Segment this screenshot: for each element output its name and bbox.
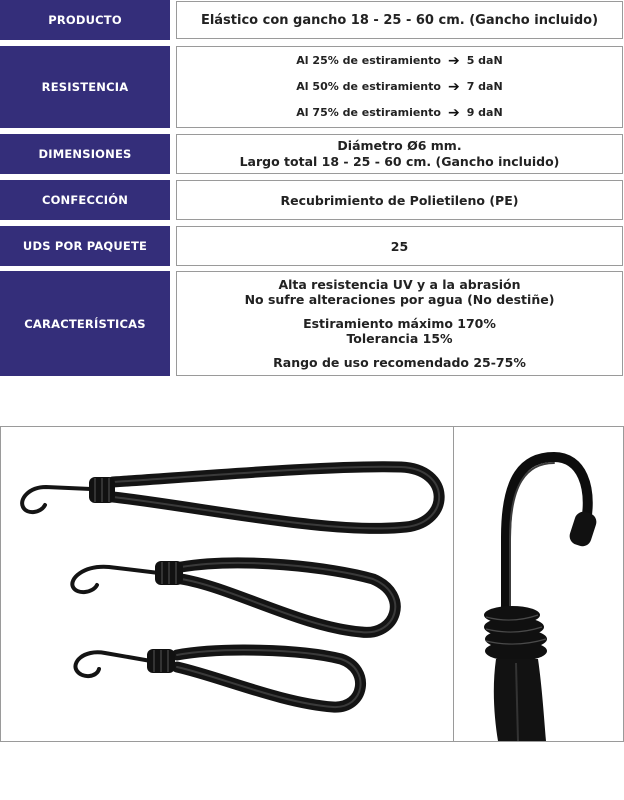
caracteristica-item: Tolerancia 15% [346,331,453,346]
resistencia-value: 9 daN [466,106,503,119]
product-photo-cords [0,426,454,742]
caracteristica-item: No sufre alteraciones por agua (No destiñe) [244,292,555,307]
value-resistencia [176,46,623,128]
row-producto [0,0,624,40]
label-resistencia: RESISTENCIA [0,46,170,128]
resistencia-line [296,74,502,100]
dimensiones-diametro: Diámetro Ø6 mm. [337,138,462,153]
dimensiones-largo: Largo total 18 - 25 - 60 cm. (Gancho incluido) [239,154,560,169]
caracteristicas-block [273,355,526,370]
resistencia-value: 5 daN [466,54,503,67]
elastic-cords-image [1,427,453,741]
value-uds: 25 [176,226,623,266]
label-producto: PRODUCTO [0,0,170,40]
resistencia-value: 7 daN [466,80,503,93]
resistencia-text: Al 50% de estiramiento [296,80,441,93]
row-confeccion [0,180,624,220]
label-dimensiones: DIMENSIONES [0,134,170,174]
resistencia-line [296,48,502,74]
caracteristica-item: Alta resistencia UV y a la abrasión [278,277,521,292]
value-caracteristicas [176,271,623,376]
caracteristica-item: Rango de uso recomendado 25-75% [273,355,526,370]
resistencia-text: Al 25% de estiramiento [296,54,441,67]
arrow-right-icon: ➔ [447,53,460,69]
value-dimensiones [176,134,623,174]
label-confeccion: CONFECCIÓN [0,180,170,220]
row-dimensiones [0,134,624,174]
caracteristicas-block [245,277,555,307]
label-uds: UDS POR PAQUETE [0,226,170,266]
row-resistencia [0,46,624,128]
caracteristica-item: Estiramiento máximo 170% [303,316,496,331]
caracteristicas-block [303,316,496,346]
hook-closeup-image [454,427,623,741]
arrow-right-icon: ➔ [447,79,460,95]
value-producto: Elástico con gancho 18 - 25 - 60 cm. (Gancho incluido) [176,1,623,39]
row-uds [0,226,624,266]
product-photo-hook-closeup [453,426,624,742]
label-caracteristicas: CARACTERÍSTICAS [0,271,170,376]
row-caracteristicas [0,271,624,376]
value-confeccion: Recubrimiento de Polietileno (PE) [176,180,623,220]
resistencia-line [296,100,502,126]
arrow-right-icon: ➔ [447,105,460,121]
resistencia-text: Al 75% de estiramiento [296,106,441,119]
